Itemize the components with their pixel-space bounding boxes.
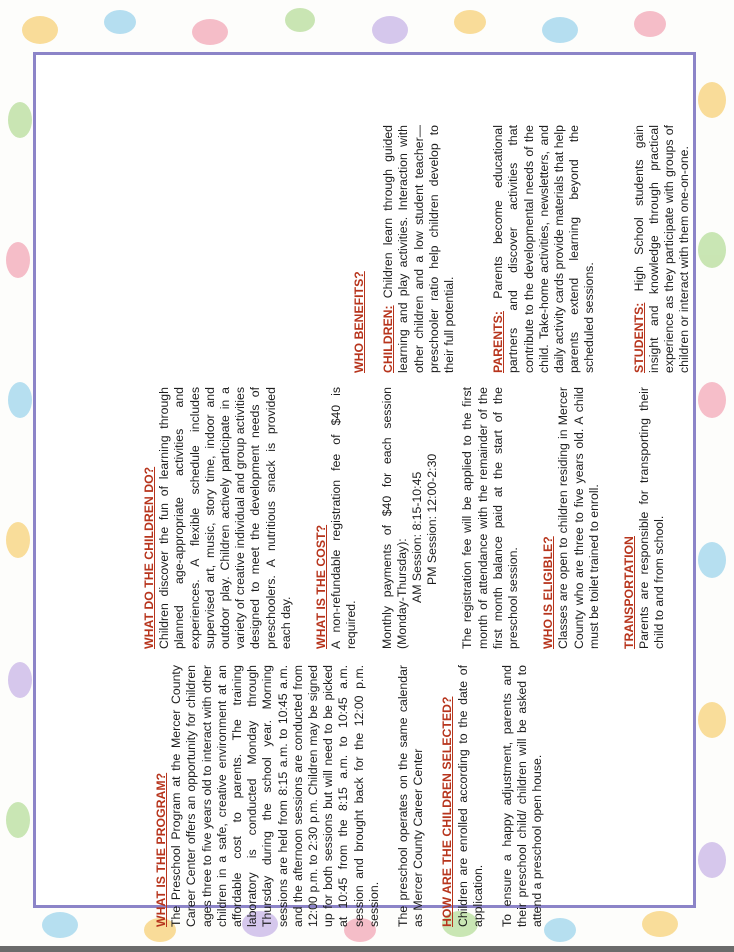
column-left: [154, 665, 546, 927]
children-text: Children learn through guided learning and play activities. Interaction with other children and a low student teacher—preschooler ratio help children develop to their full potential.: [381, 125, 457, 373]
parents-label: PARENTS:: [491, 311, 506, 373]
pm-session-text: PM Session: 12:00-2:30: [425, 453, 440, 585]
selected-text: Children are enrolled according to the date of application.: [455, 665, 485, 927]
column-right: [352, 125, 692, 373]
parents-text: Parents become educational partners and discover activities that contribute to the developmental needs of the child. Take-home activities, newsletters, and daily activity cards provide materials that help parents extend learning beyond the scheduled sessions.: [491, 125, 597, 373]
cost-heading: WHAT IS THE COST?: [314, 524, 329, 649]
scan-edge: [0, 946, 734, 952]
column-middle: [142, 387, 668, 649]
am-session-text: AM Session: 8:15-10:45: [410, 471, 425, 603]
transport-heading: TRANSPORTATION: [622, 536, 637, 649]
cost-balance-text: The registration fee will be applied to the first month of attendance with the remainder of the first month balance paid at the start of the preschool session.: [460, 387, 521, 649]
selected-heading: HOW ARE THE CHILDREN SELECTED?: [440, 696, 455, 927]
students-text: High School students gain insight and knowledge through practical experience as they participate with groups of children or interact with them one-on-one.: [631, 125, 692, 373]
content-frame: [33, 52, 696, 927]
benefits-heading: WHO BENEFITS?: [352, 271, 366, 373]
cost-fee-text: A non-refundable registration fee of $40 is required.: [329, 387, 359, 649]
children-label: CHILDREN:: [381, 305, 396, 373]
program-calendar-text: The preschool operates on the same calendar as Mercer County Career Center: [396, 665, 426, 927]
cost-monthly-text: Monthly payments of $40 for each session (Monday-Thursday):: [379, 387, 409, 649]
benefits-students: [632, 125, 693, 373]
program-heading: WHAT IS THE PROGRAM?: [154, 772, 168, 927]
benefits-parents: [491, 125, 597, 373]
transport-text: Parents are responsible for transporting their child to and from school.: [637, 387, 667, 649]
eligible-text: Classes are open to children residing in Mercer County who are three to five years old. A child must be toilet trained to enroll.: [556, 387, 601, 649]
open-house-text: To ensure a happy adjustment, parents and their preschool child/ children will be asked to attend a preschool open house.: [500, 665, 545, 927]
benefits-children: [381, 125, 457, 373]
program-text: The Preschool Program at the Mercer County Career Center offers an opportunity for children ages three to five years old to interact with other children in a safe, creative environment at an affordable cost to parents. The training laboratory is conducted Monday through Thursday during the school year. Morning sessions are held from 8:15 a.m. to 10:45 a.m. and the afternoon sessions are conducted from 12:00 p.m. to 2:30 p.m. Children may be signed up for both sessions but will need to be picked at 10:45 from the 8:15 a.m. to 10:45 a.m. session and brought back for the 12:00 p.m. session.: [169, 665, 381, 927]
rotated-content: [102, 109, 692, 949]
students-label: STUDENTS:: [631, 302, 646, 373]
children-do-text: Children discover the fun of learning through planned age-appropriate activities and experiences. A flexible schedule includes supervised art, music, story time, indoor and outdoor play. Children actively participate in a variety of creative individual and group activities designed to meet the development needs of preschoolers. A nutritious snack is provided each day.: [157, 387, 293, 649]
children-do-heading: WHAT DO THE CHILDREN DO?: [142, 466, 156, 649]
eligible-heading: WHO IS ELIGIBLE?: [541, 536, 556, 649]
